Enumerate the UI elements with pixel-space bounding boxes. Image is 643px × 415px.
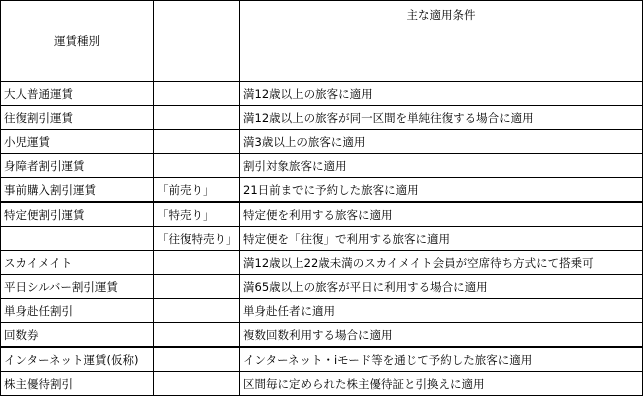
- table-row: [1, 106, 643, 130]
- condition-cell: 特定便を利用する旅客に適用: [240, 202, 643, 227]
- fare-subtype-cell: 「往復特売り」: [154, 227, 240, 251]
- condition-cell: 満65歳以上の旅客が平日に利用する場合に適用: [240, 275, 643, 299]
- fare-type-cell: 大人普通運賃: [1, 82, 154, 106]
- table-row: [1, 130, 643, 154]
- fare-subtype-cell: [154, 251, 240, 275]
- condition-cell: 21日前までに予約した旅客に適用: [240, 178, 643, 203]
- fare-type-cell: 身障者割引運賃: [1, 154, 154, 178]
- fare-subtype-cell: [154, 323, 240, 348]
- fare-type-cell: インターネット運賃(仮称): [1, 347, 154, 372]
- condition-cell: 複数回数利用する場合に適用: [240, 323, 643, 348]
- fare-type-cell: 事前購入割引運賃: [1, 178, 154, 203]
- fare-subtype-cell: [154, 130, 240, 154]
- table-body: [1, 82, 643, 396]
- fare-type-cell: 平日シルバー割引運賃: [1, 275, 154, 299]
- table-row: [1, 202, 643, 227]
- fare-subtype-cell: [154, 82, 240, 106]
- table-row: [1, 275, 643, 299]
- table-row: [1, 227, 643, 251]
- fare-type-cell: 往復割引運賃: [1, 106, 154, 130]
- table-row: [1, 372, 643, 396]
- condition-cell: 満12歳以上22歳未満のスカイメイト会員が空席待ち方式にて搭乗可: [240, 251, 643, 275]
- header-fare-type: 運賃種別: [1, 1, 154, 82]
- fare-type-cell: 小児運賃: [1, 130, 154, 154]
- table-row: [1, 178, 643, 203]
- condition-cell: インターネット・iモード等を通じて予約した旅客に適用: [240, 347, 643, 372]
- fare-type-cell: 単身赴任割引: [1, 299, 154, 323]
- fare-type-cell: 株主優待割引: [1, 372, 154, 396]
- header-row: [1, 1, 643, 82]
- condition-cell: 満12歳以上の旅客が同一区間を単純往復する場合に適用: [240, 106, 643, 130]
- fare-subtype-cell: [154, 275, 240, 299]
- fare-type-cell: 特定便割引運賃: [1, 202, 154, 227]
- fare-subtype-cell: 「前売り」: [154, 178, 240, 203]
- fare-subtype-cell: [154, 154, 240, 178]
- table-row: [1, 347, 643, 372]
- condition-cell: 満3歳以上の旅客に適用: [240, 130, 643, 154]
- header-conditions: 主な適用条件: [240, 1, 643, 82]
- table-row: [1, 154, 643, 178]
- fare-subtype-cell: [154, 106, 240, 130]
- fare-subtype-cell: [154, 347, 240, 372]
- condition-cell: 区間毎に定められた株主優待証と引換えに適用: [240, 372, 643, 396]
- table-row: [1, 251, 643, 275]
- table-row: [1, 299, 643, 323]
- header-subtype: [154, 1, 240, 82]
- fare-subtype-cell: [154, 372, 240, 396]
- fare-subtype-cell: 「特売り」: [154, 202, 240, 227]
- fare-type-cell: スカイメイト: [1, 251, 154, 275]
- fare-subtype-cell: [154, 299, 240, 323]
- condition-cell: 満12歳以上の旅客に適用: [240, 82, 643, 106]
- fare-type-cell: 回数券: [1, 323, 154, 348]
- fare-type-cell: [1, 227, 154, 251]
- table-row: [1, 323, 643, 348]
- condition-cell: 単身赴任者に適用: [240, 299, 643, 323]
- condition-cell: 特定便を「往復」で利用する旅客に適用: [240, 227, 643, 251]
- table-row: [1, 82, 643, 106]
- condition-cell: 割引対象旅客に適用: [240, 154, 643, 178]
